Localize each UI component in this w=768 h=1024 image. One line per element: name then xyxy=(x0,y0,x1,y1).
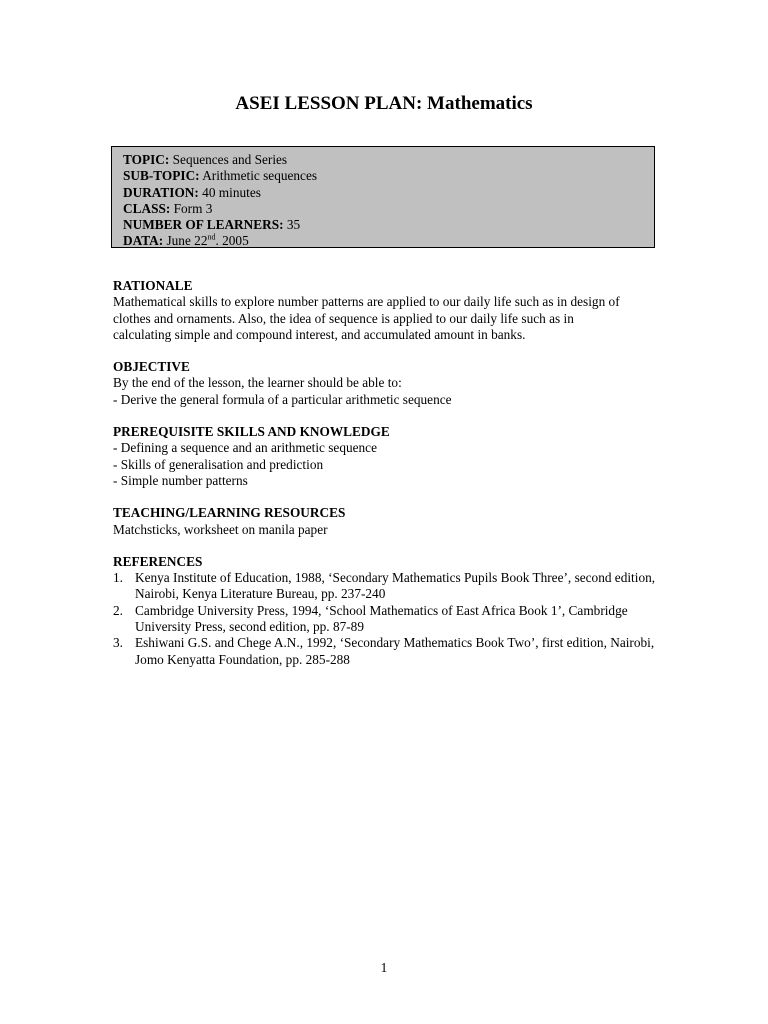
topic-label: TOPIC: xyxy=(123,152,170,167)
reference-number: 1. xyxy=(113,570,123,586)
duration-value: 40 minutes xyxy=(202,184,261,200)
date-suffix: nd xyxy=(207,233,216,243)
objective-heading: OBJECTIVE xyxy=(113,359,190,375)
date-day: June 22 xyxy=(166,233,208,249)
lesson-info-box xyxy=(111,146,655,248)
references-list xyxy=(113,570,658,668)
references-section xyxy=(113,554,658,668)
learners-label: NUMBER OF LEARNERS: xyxy=(123,217,284,233)
reference-text: Kenya Institute of Education, 1988, ‘Secondary Mathematics Pupils Book Three’, second edition, Nairobi, Kenya Literature Bureau, pp. 237-240 xyxy=(135,570,656,602)
date-label: DATA: xyxy=(123,233,164,249)
subtopic-value: Arithmetic sequences xyxy=(202,168,318,184)
date-row xyxy=(123,233,654,249)
resources-heading: TEACHING/LEARNING RESOURCES xyxy=(113,505,346,521)
rationale-line: clothes and ornaments. Also, the idea of sequence is applied to our daily life such as in xyxy=(113,310,574,326)
rationale-section xyxy=(113,278,658,343)
page-number: 1 xyxy=(380,960,388,975)
class-row xyxy=(123,201,654,217)
duration-label: DURATION: xyxy=(123,184,199,200)
topic-row xyxy=(123,152,654,168)
lesson-content xyxy=(113,278,658,684)
objective-section xyxy=(113,359,658,408)
prerequisite-section xyxy=(113,424,658,489)
topic-value: Sequences and Series xyxy=(172,152,288,167)
date-year: . 2005 xyxy=(215,233,249,249)
document-title: ASEI LESSON PLAN: Mathematics xyxy=(235,93,533,114)
objective-line: - Derive the general formula of a particular arithmetic sequence xyxy=(113,391,452,407)
reference-number: 2. xyxy=(113,602,123,618)
subtopic-row xyxy=(123,168,654,184)
resources-line: Matchsticks, worksheet on manila paper xyxy=(113,521,328,537)
reference-item xyxy=(113,635,658,668)
reference-text: Cambridge University Press, 1994, ‘School Mathematics of East Africa Book 1’, Cambridge University Press, second edition, pp. 87-89 xyxy=(135,602,628,635)
reference-item xyxy=(113,603,658,636)
rationale-line: calculating simple and compound interest, and accumulated amount in banks. xyxy=(113,326,526,342)
reference-number: 3. xyxy=(113,635,123,651)
class-label: CLASS: xyxy=(123,200,171,216)
reference-item xyxy=(113,570,658,603)
rationale-heading: RATIONALE xyxy=(113,278,193,293)
references-heading: REFERENCES xyxy=(113,553,203,569)
reference-text: Eshiwani G.S. and Chege A.N., 1992, ‘Secondary Mathematics Book Two’, first edition, Nairobi, Jomo Kenyatta Foundation, pp. 285-288 xyxy=(135,635,655,667)
resources-section xyxy=(113,505,658,538)
objective-line: By the end of the lesson, the learner should be able to: xyxy=(113,375,402,391)
subtopic-label: SUB-TOPIC: xyxy=(123,168,200,184)
prerequisite-line: - Skills of generalisation and prediction xyxy=(113,456,324,472)
rationale-line: Mathematical skills to explore number patterns are applied to our daily life such as in design of xyxy=(113,294,620,310)
class-value: Form 3 xyxy=(173,200,213,216)
learners-value: 35 xyxy=(286,217,301,233)
prerequisite-line: - Defining a sequence and an arithmetic sequence xyxy=(113,440,377,456)
prerequisite-line: - Simple number patterns xyxy=(113,472,248,488)
duration-row xyxy=(123,185,654,201)
learners-row xyxy=(123,217,654,233)
prerequisite-heading: PREREQUISITE SKILLS AND KNOWLEDGE xyxy=(113,424,390,440)
